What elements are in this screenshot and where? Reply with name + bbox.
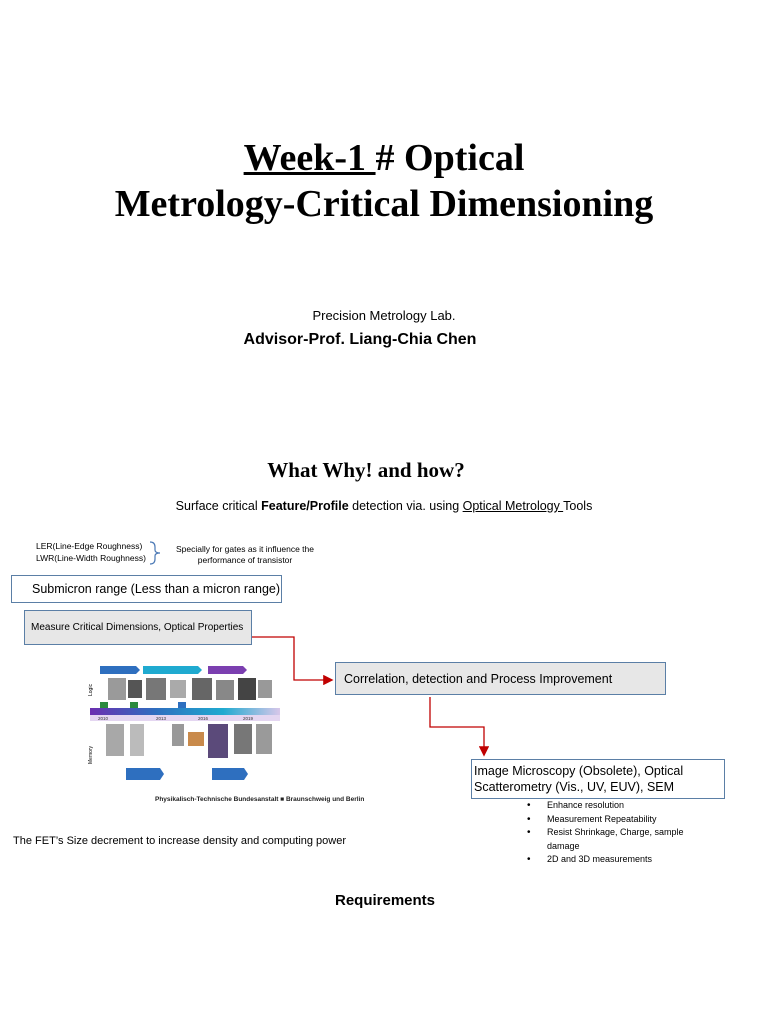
lab-name: Precision Metrology Lab. — [312, 308, 456, 323]
year-2010: 2010 — [98, 716, 109, 721]
memory-label: Memory — [88, 745, 94, 764]
surface-subtitle — [0, 499, 768, 513]
section-heading: What Why! and how? — [267, 458, 465, 482]
list-item: • 2D and 3D measurements — [527, 853, 717, 867]
list-item: • Measurement Repeatability — [527, 813, 717, 827]
image-microscopy-box: Image Microscopy (Obsolete), Optical Scatterometry (Vis., UV, EUV), SEM — [471, 759, 725, 799]
surface-mid: detection via. using — [348, 499, 463, 513]
gate-note: Specially for gates as it influence the performance of transistor — [176, 544, 314, 565]
arrow-correlation-to-microscopy — [430, 697, 484, 754]
slide-title-line1 — [0, 135, 768, 181]
transistor-roadmap-figure — [88, 660, 288, 810]
microscopy-bullets — [527, 799, 717, 867]
surface-pre: Surface critical — [175, 499, 262, 513]
title-optical: # Optical — [375, 137, 525, 179]
figure-caption: Physikalisch-Technische Bundesanstalt ■ Braunschweig und Berlin — [155, 796, 365, 803]
list-item: • Resist Shrinkage, Charge, sample damage — [527, 826, 717, 853]
surface-bold: Feature/Profile — [261, 499, 349, 513]
list-item: • Enhance resolution — [527, 799, 717, 813]
submicron-box: Submicron range (Less than a micron range) — [11, 575, 282, 603]
measure-box: Measure Critical Dimensions, Optical Properties — [24, 610, 252, 645]
requirements-heading: Requirements — [334, 892, 436, 909]
logic-label: Logic — [88, 684, 94, 696]
advisor-name: Advisor-Prof. Liang-Chia Chen — [243, 331, 477, 348]
year-2013: 2013 — [156, 716, 167, 721]
title-week: Week-1 — [243, 137, 376, 179]
lwr-label: LWR(Line-Width Roughness) — [36, 553, 146, 563]
fet-caption: The FET’s Size decrement to increase density and computing power — [13, 835, 347, 847]
brace-icon — [147, 540, 163, 566]
year-2016: 2016 — [198, 716, 209, 721]
correlation-box: Correlation, detection and Process Improvement — [335, 662, 666, 695]
roughness-labels — [36, 540, 146, 564]
slide-title-line2: Metrology-Critical Dimensioning — [114, 183, 654, 225]
surface-post: Tools — [563, 499, 593, 513]
year-2019: 2019 — [243, 716, 254, 721]
surface-underlined: Optical Metrology — [462, 499, 564, 513]
ler-label: LER(Line-Edge Roughness) — [36, 541, 143, 551]
